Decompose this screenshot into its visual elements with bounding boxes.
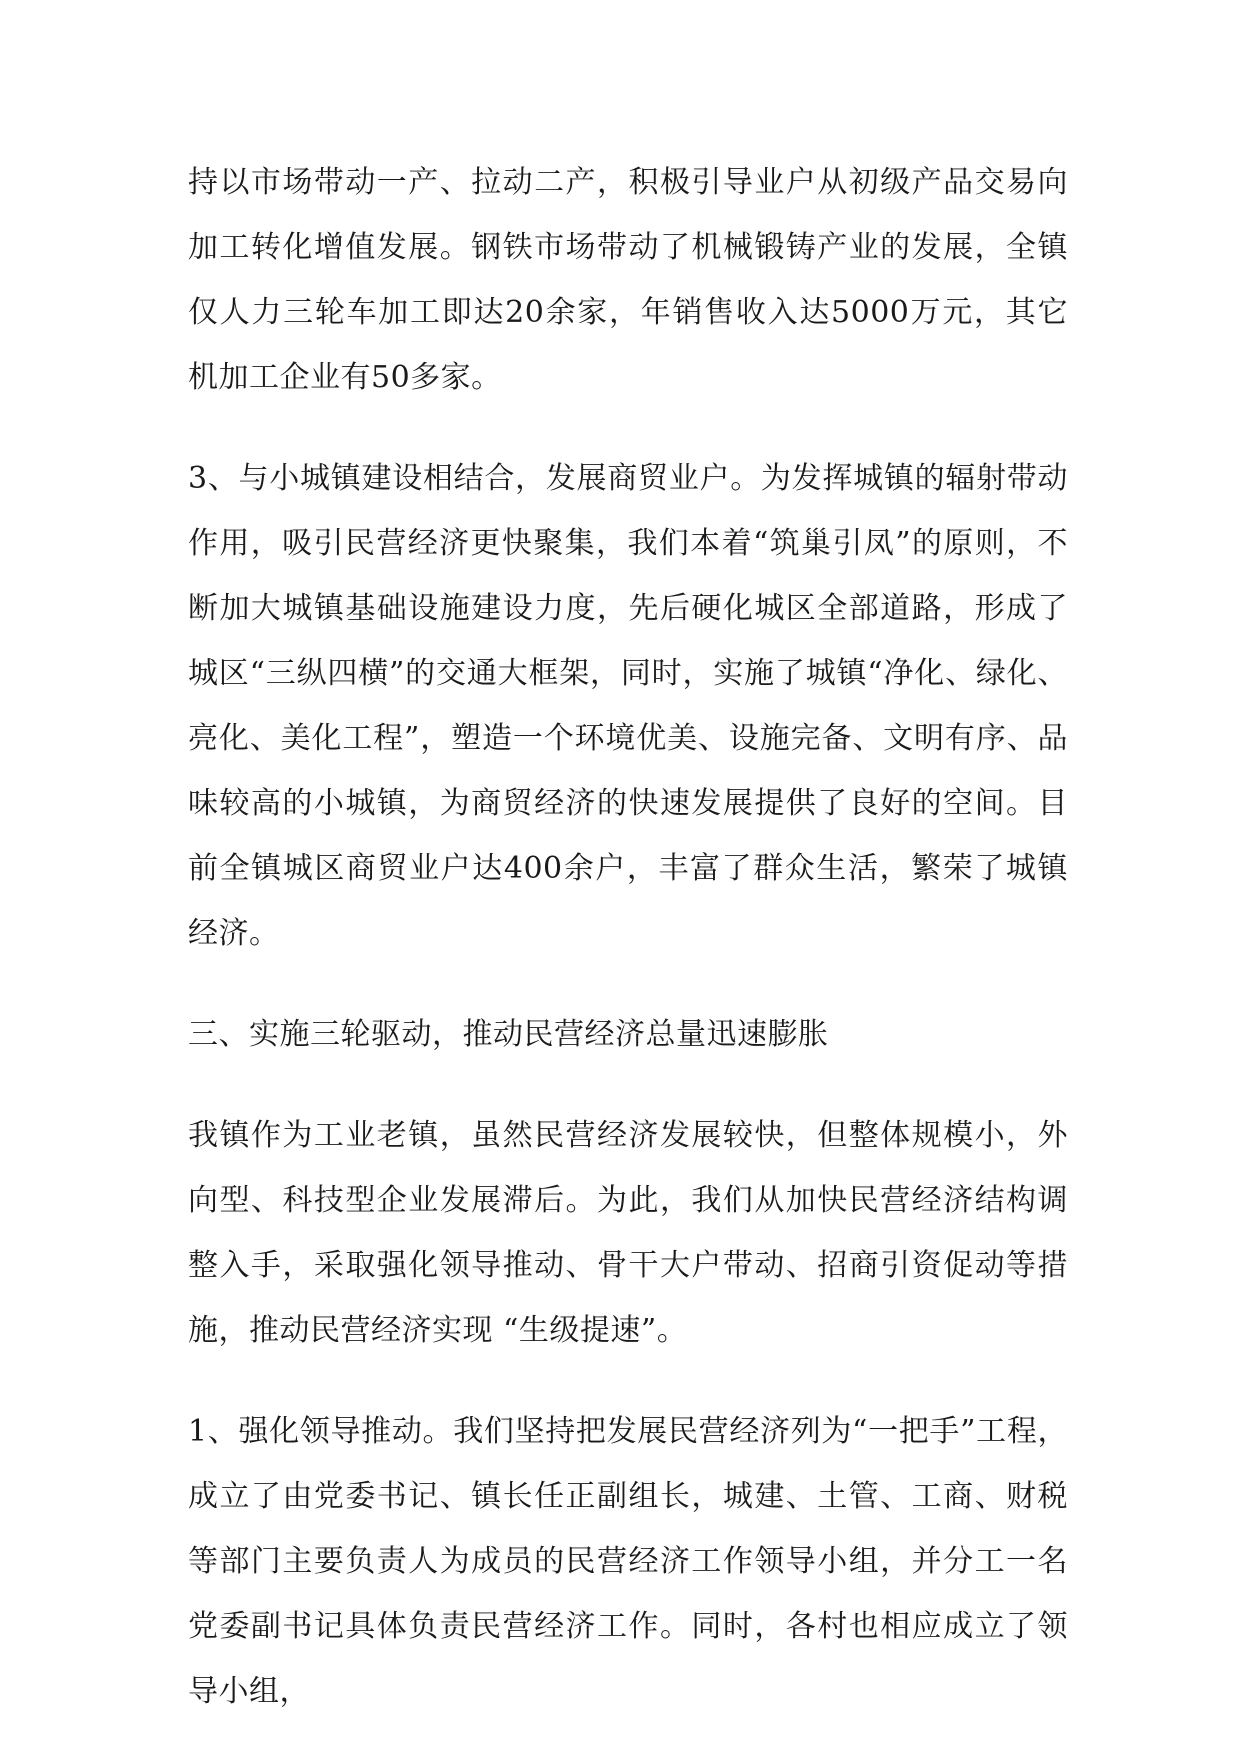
paragraph-small-town-construction: 3、与小城镇建设相结合，发展商贸业户。为发挥城镇的辐射带动作用，吸引民营经济更快聚集，我们本着“筑巢引凤”的原则，不断加大城镇基础设施建设力度，先后硬化城区全部道路，形成了城区“三纵四横”的交通大框架，同时，实施了城镇“净化、绿化、亮化、美化工程”，塑造一个环境优美、设施完备、文明有序、品味较高的小城镇，为商贸经济的快速发展提供了良好的空间。目前全镇城区商贸业户达400余户，丰富了群众生活，繁荣了城镇经济。 bbox=[188, 461, 1068, 951]
document-body bbox=[188, 150, 1068, 1760]
paragraph-leadership-promotion: 1、强化领导推动。我们坚持把发展民营经济列为“一把手”工程，成立了由党委书记、镇长任正副组长，城建、土管、工商、财税等部门主要负责人为成员的民营经济工作领导小组，并分工一名党委副书记具体负责民营经济工作。同时，各村也相应成立了领导小组， bbox=[188, 1414, 1068, 1709]
paragraph-industrial-town: 我镇作为工业老镇，虽然民营经济发展较快，但整体规模小，外向型、科技型企业发展滞后。为此，我们从加快民营经济结构调整入手，采取强化领导推动、骨干大户带动、招商引资促动等措施，推动民营经济实现 “生级提速”。 bbox=[188, 1118, 1068, 1348]
paragraph-machining-industry: 持以市场带动一产、拉动二产，积极引导业户从初级产品交易向加工转化增值发展。钢铁市场带动了机械锻铸产业的发展，全镇仅人力三轮车加工即达20余家，年销售收入达5000万元，其它机加工企业有50多家。 bbox=[188, 165, 1068, 395]
section-heading-three-wheel-drive: 三、实施三轮驱动，推动民营经济总量迅速膨胀 bbox=[188, 1017, 829, 1052]
